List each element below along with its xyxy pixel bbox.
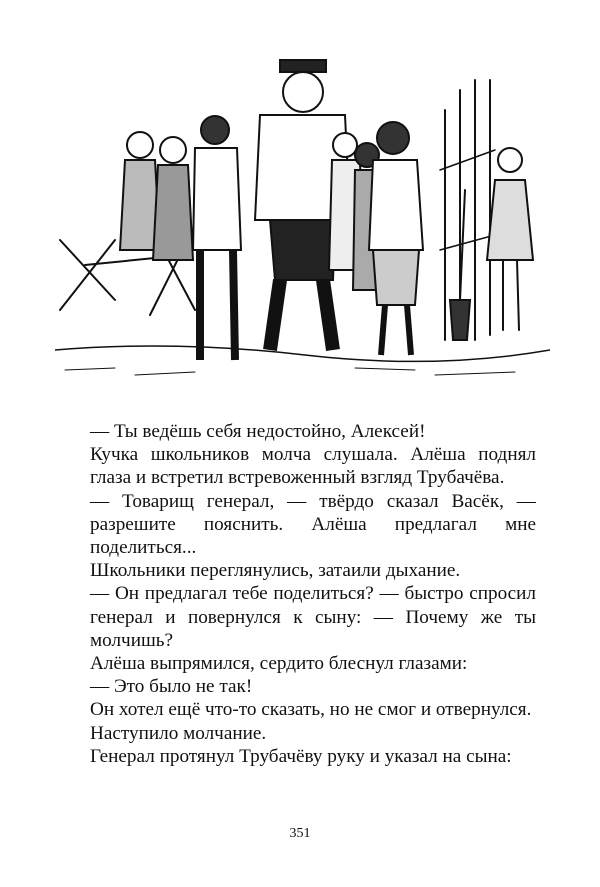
paragraph: Школьники переглянулись, затаили дыхание. (90, 560, 461, 582)
paragraph: Алёша выпрямился, сердито блеснул глазами: (90, 653, 468, 675)
paragraph: — Товарищ генерал, — твёрдо сказал Васёк, — разрешите пояснить. Алёша предлагал мне поделиться... (90, 490, 536, 559)
paragraph: Наступило молчание. (90, 722, 267, 744)
paragraph: Он хотел ещё что-то сказать, но не смог и отвернулся. (90, 699, 532, 721)
illustration-drawing (55, 50, 550, 390)
paragraph: — Это было не так! (90, 676, 253, 698)
paragraph: Кучка школьников молча слушала. Алёша поднял глаза и встретил встревоженный взгляд Трубачёва. (90, 444, 536, 489)
page-text (90, 420, 536, 768)
paragraph: — Ты ведёшь себя недостойно, Алексей! (90, 421, 426, 442)
page-number: 351 (289, 826, 311, 841)
paragraph: Генерал протянул Трубачёву руку и указал на сына: (90, 745, 512, 767)
paragraph: — Он предлагал тебе поделиться? — быстро спросил генерал и повернулся к сыну: — Почему же ты молчишь? (90, 583, 536, 651)
book-illustration (55, 50, 550, 390)
